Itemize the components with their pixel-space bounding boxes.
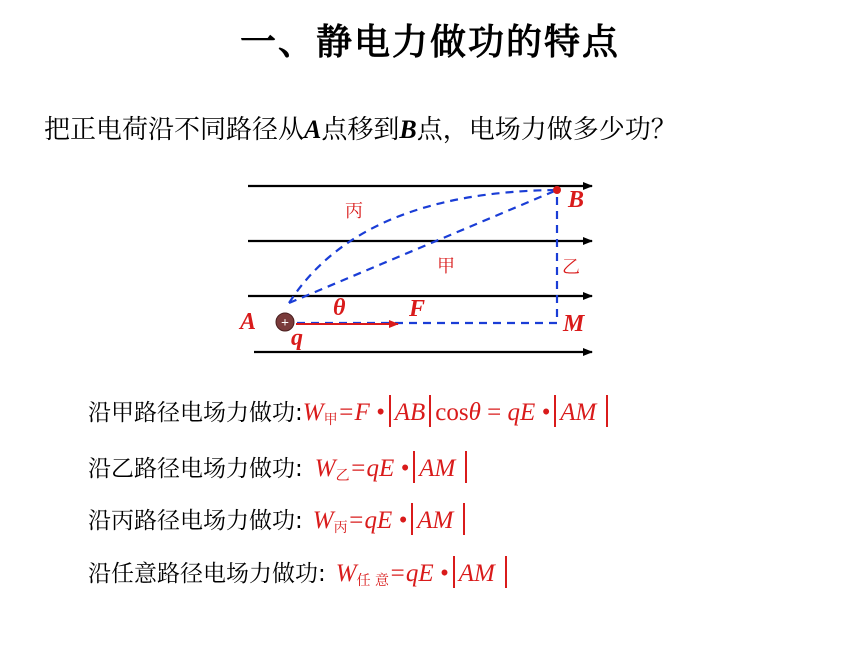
- label-jia: 甲: [437, 256, 455, 277]
- question-part-3: 点，电场力做多少功？: [416, 115, 677, 145]
- question-part-2: 点移到: [321, 115, 400, 145]
- label-m: M: [563, 311, 585, 337]
- work-formula: $W_{任 意}=qE$ • AM: [336, 560, 511, 587]
- work-row-bing: [88, 502, 469, 537]
- work-row-jia: [88, 394, 612, 429]
- point-b-dot: [553, 186, 561, 194]
- page-title: 一、静电力做功的特点: [239, 22, 620, 63]
- label-theta: θ: [333, 295, 346, 321]
- row-label: 沿乙路径电场力做功:: [88, 456, 303, 482]
- label-f: F: [409, 296, 426, 322]
- row-label: 沿任意路径电场力做功:: [88, 561, 326, 587]
- question-var-b: B: [399, 115, 417, 144]
- work-formula: $W_乙=qE$ • AM: [315, 455, 472, 482]
- question-part-1: 把正电荷沿不同路径从: [44, 115, 305, 145]
- label-b: B: [568, 187, 585, 213]
- label-q: q: [291, 325, 303, 351]
- work-formula: $W_丙=qE$ • AM: [313, 507, 470, 534]
- label-yi: 乙: [562, 257, 580, 278]
- row-label: 沿甲路径电场力做功:: [88, 400, 303, 426]
- charge-sign: +: [281, 316, 289, 331]
- label-bing: 丙: [345, 201, 363, 222]
- work-formula: $W_甲=F$ • AB cosθ = qE • AM: [303, 399, 613, 426]
- work-row-any: [88, 555, 511, 590]
- label-a: A: [240, 309, 257, 335]
- question-var-a: A: [304, 115, 322, 144]
- work-row-yi: [88, 450, 471, 485]
- row-label: 沿丙路径电场力做功:: [88, 508, 303, 534]
